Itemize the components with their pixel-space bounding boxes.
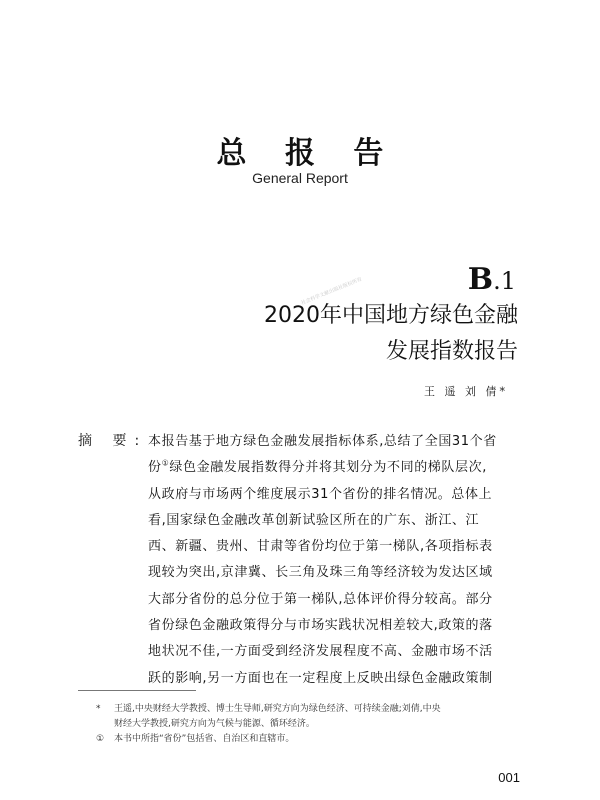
abstract-line-2	[148, 455, 528, 481]
footnotes	[96, 702, 536, 747]
chapter-title-line-2: 发展指数报告	[385, 339, 518, 364]
section-subtitle: General Report	[252, 170, 348, 186]
footnote-mark: ①	[96, 734, 105, 744]
footnote-divider	[78, 690, 196, 691]
abstract-line-6: 现较为突出,京津冀、长三角及珠三角等经济较为发达区域	[148, 565, 493, 581]
abstract-line-3: 从政府与市场两个维度展示31个省份的排名情况。总体上	[148, 486, 493, 502]
abstract-line-2-prefix: 份	[148, 460, 162, 476]
chapter-code-number: .1	[493, 267, 516, 295]
abstract-line-8: 省份绿色金融政策得分与市场实践状况相差较大,政策的落	[148, 618, 493, 634]
abstract-line-1: 本报告基于地方绿色金融发展指标体系,总结了全国31个省	[148, 434, 497, 449]
chapter-code-letter: B	[467, 262, 494, 297]
chapter-title	[264, 298, 518, 370]
footnote-text: 本书中所指“省份”包括省、自治区和直辖市。	[114, 734, 295, 744]
footnote-text: 财经大学教授,研究方向为气候与能源、循环经济。	[114, 719, 315, 729]
abstract-line-9: 地状况不佳,一方面受到经济发展程度不高、金融市场不活	[148, 644, 493, 660]
footnote-ref[interactable]: ①	[161, 458, 170, 468]
page-number: 001	[498, 770, 520, 785]
abstract-line-10: 跃的影响,另一方面也在一定程度上反映出绿色金融政策制	[148, 670, 493, 686]
abstract-line-7: 大部分省份的总分位于第一梯队,总体评价得分较高。部分	[148, 591, 493, 607]
section-title: 总 报 告	[216, 136, 398, 171]
footnote-mark: *	[96, 704, 101, 714]
abstract-line-2-text: 绿色金融发展指数得分并将其划分为不同的梯队层次,	[169, 460, 487, 476]
chapter-code	[468, 262, 516, 297]
footnote-province	[96, 732, 536, 747]
abstract-line-4: 看,国家绿色金融改革创新试验区所在的广东、浙江、江	[148, 512, 480, 528]
footnote-text: 王遥,中央财经大学教授、博士生导师,研究方向为绿色经济、可持续金融;刘倩,中央	[114, 704, 441, 714]
authors: 王 遥 刘 倩*	[424, 385, 508, 398]
abstract-body	[148, 429, 528, 692]
chapter-title-line-1: 2020年中国地方绿色金融	[264, 303, 518, 328]
abstract-line-5: 西、新疆、贵州、甘肃等省份均位于第一梯队,各项指标表	[148, 539, 493, 555]
watermark: 社会科学文献出版社版权所有	[300, 276, 363, 307]
footnote-author	[96, 702, 536, 732]
abstract-label: 摘 要:	[78, 433, 148, 449]
